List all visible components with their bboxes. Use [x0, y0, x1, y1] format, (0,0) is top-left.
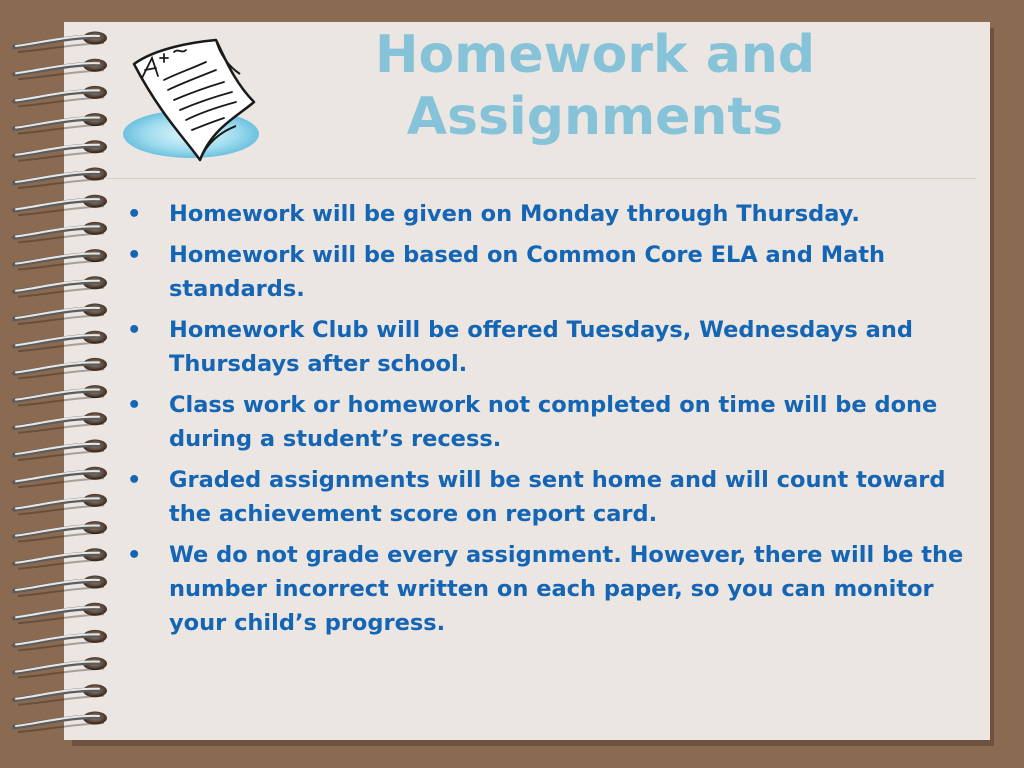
- title-divider: [106, 178, 976, 179]
- bullet-text: Class work or homework not completed on time will be done during a student’s recess.: [169, 392, 938, 452]
- bullet-item: [124, 197, 984, 231]
- bullet-item: [124, 313, 984, 381]
- bullet-text: Homework will be based on Common Core ELA and Math standards.: [169, 242, 886, 302]
- bullet-dot: •: [127, 542, 142, 568]
- graded-paper-icon: [116, 36, 266, 164]
- bullet-text: Homework will be given on Monday through Thursday.: [169, 201, 860, 227]
- bullet-text: Graded assignments will be sent home and will count toward the achievement score on report card.: [169, 467, 946, 527]
- bullet-text: We do not grade every assignment. However, there will be the number incorrect written on each paper, so you can monitor your child’s progress.: [169, 542, 964, 636]
- bullet-item: [124, 538, 984, 640]
- slide-title: [300, 24, 890, 148]
- bullet-item: [124, 388, 984, 456]
- bullet-dot: •: [127, 467, 142, 493]
- title-line-1: Homework and: [374, 25, 816, 85]
- bullet-dot: •: [127, 317, 142, 343]
- bullet-text: Homework Club will be offered Tuesdays, Wednesdays and Thursdays after school.: [169, 317, 913, 377]
- bullet-item: [124, 463, 984, 531]
- bullet-dot: •: [127, 201, 142, 227]
- bullet-item: [124, 238, 984, 306]
- bullet-dot: •: [127, 242, 142, 268]
- title-line-2: Assignments: [406, 87, 784, 147]
- bullet-dot: •: [127, 392, 142, 418]
- bullet-list: [124, 197, 984, 647]
